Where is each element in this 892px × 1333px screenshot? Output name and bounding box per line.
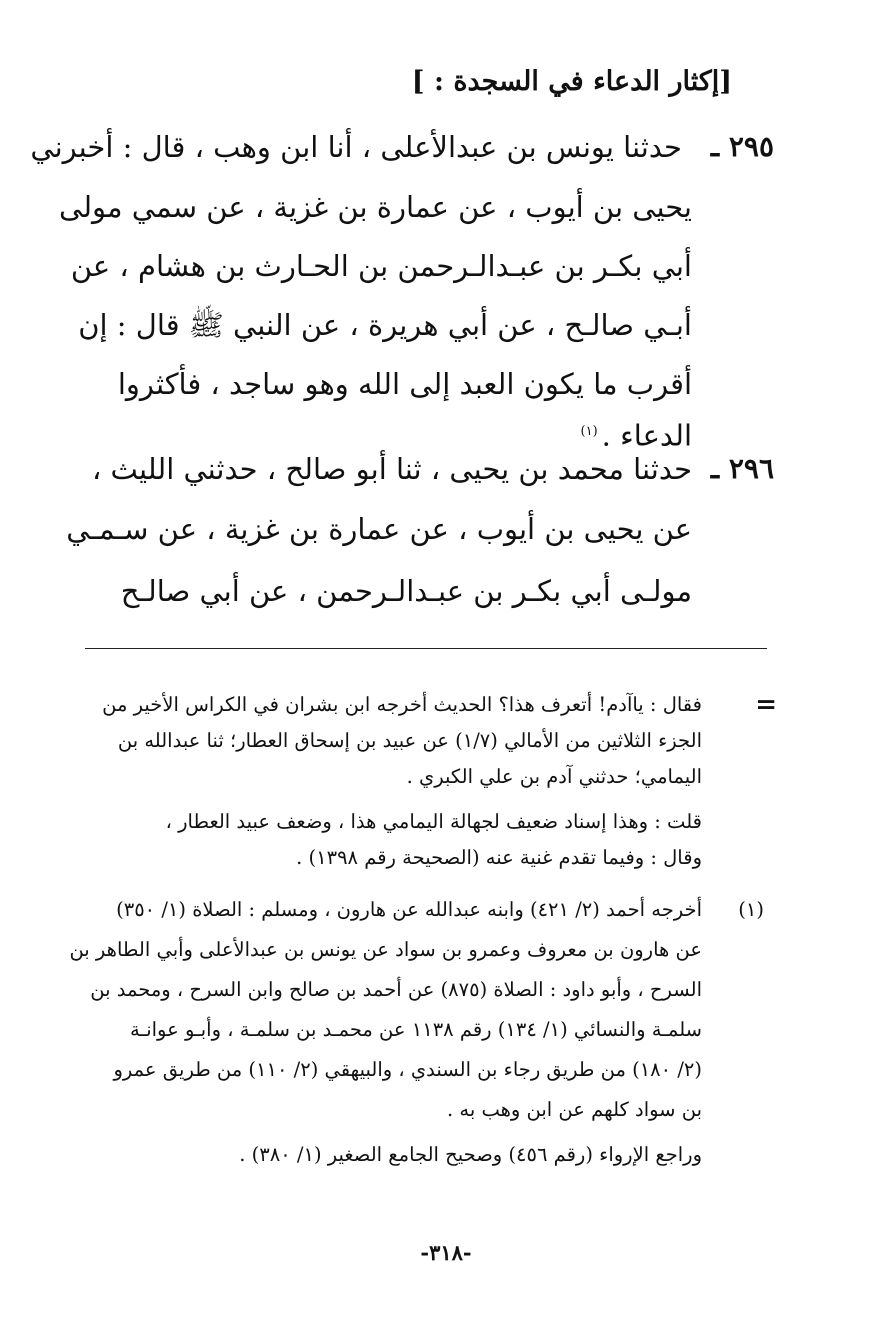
footnote-line: اليمامي؛ حدثني آدم بن علي الكبري .	[406, 765, 702, 788]
hadith-line: أقرب ما يكون العبد إلى الله وهو ساجد ، فأكثروا	[117, 367, 692, 401]
footnote-line: عن هارون بن معروف وعمرو بن سواد عن يونس بن عبدالأعلى وأبي الطاهر بن	[69, 938, 702, 961]
hadith-line: أبـي صالـح ، عن أبي هريرة ، عن النبي ﷺ قال : إن	[78, 308, 692, 342]
footnote-line: قلت : وهذا إسناد ضعيف لجهالة اليمامي هذا ، وضعف عبيد العطار ،	[165, 810, 702, 833]
footnote-line: سلمـة والنسائي (١/ ١٣٤) رقم ١١٣٨ عن محمـد بن سلمـة ، وأبـو عوانـة	[130, 1018, 702, 1041]
footnote-number: (١)	[738, 898, 764, 921]
hadith-text: الدعاء .	[601, 418, 692, 453]
footnote-line: فقال : ياآدم! أتعرف هذا؟ الحديث أخرجه ابن بشران في الكراس الأخير من	[102, 693, 702, 716]
footnote-separator	[85, 648, 767, 649]
footnote-line: وقال : وفيما تقدم غنية عنه (الصحيحة رقم ١٣٩٨) .	[296, 846, 702, 869]
footnote-line: وراجع الإرواء (رقم ٤٥٦) وصحيح الجامع الصغير (١/ ٣٨٠) .	[239, 1143, 702, 1166]
hadith-line: مولـى أبي بكـر بن عبـدالـرحمن ، عن أبي صالـح	[120, 574, 692, 608]
footnote-line: الجزء الثلاثين من الأمالي (١/٧) عن عبيد بن إسحاق العطار؛ ثنا عبدالله بن	[117, 729, 702, 752]
footnote-ref: (١)	[580, 424, 598, 439]
hadith-line: حدثنا يونس بن عبدالأعلى ، أنا ابن وهب ، قال : أخبرني	[30, 130, 682, 164]
page-number: -٣١٨-	[420, 1240, 472, 1265]
hadith-number: ٢٩٦ ـ	[710, 452, 774, 485]
hadith-line: عن يحيى بن أيوب ، عن عمارة بن غزية ، عن سـمـي	[66, 512, 692, 546]
hadith-line: يحيى بن أيوب ، عن عمارة بن غزية ، عن سمي مولى	[59, 190, 692, 224]
footnote-line: أخرجه أحمد (٢/ ٤٢١) وابنه عبدالله عن هارون ، ومسلم : الصلاة (١/ ٣٥٠)	[116, 898, 702, 921]
section-heading: [إكثار الدعاء في السجدة : ]	[411, 66, 732, 97]
footnote-line: بن سواد كلهم عن ابن وهب به .	[447, 1098, 702, 1121]
hadith-line: أبي بكـر بن عبـدالـرحمن بن الحـارث بن هشام ، عن	[70, 249, 692, 283]
footnote-line: (٢/ ١٨٠) من طريق رجاء بن السندي ، والبيهقي (٢/ ١١٠) من طريق عمرو	[113, 1058, 702, 1081]
hadith-number: ٢٩٥ ـ	[710, 130, 774, 163]
footnote-line: السرح ، وأبو داود : الصلاة (٨٧٥) عن أحمد بن صالح وابن السرح ، ومحمد بن	[90, 978, 702, 1001]
continuation-mark: =	[755, 690, 777, 720]
hadith-line: حدثنا محمد بن يحيى ، ثنا أبو صالح ، حدثني الليث ،	[91, 452, 692, 486]
